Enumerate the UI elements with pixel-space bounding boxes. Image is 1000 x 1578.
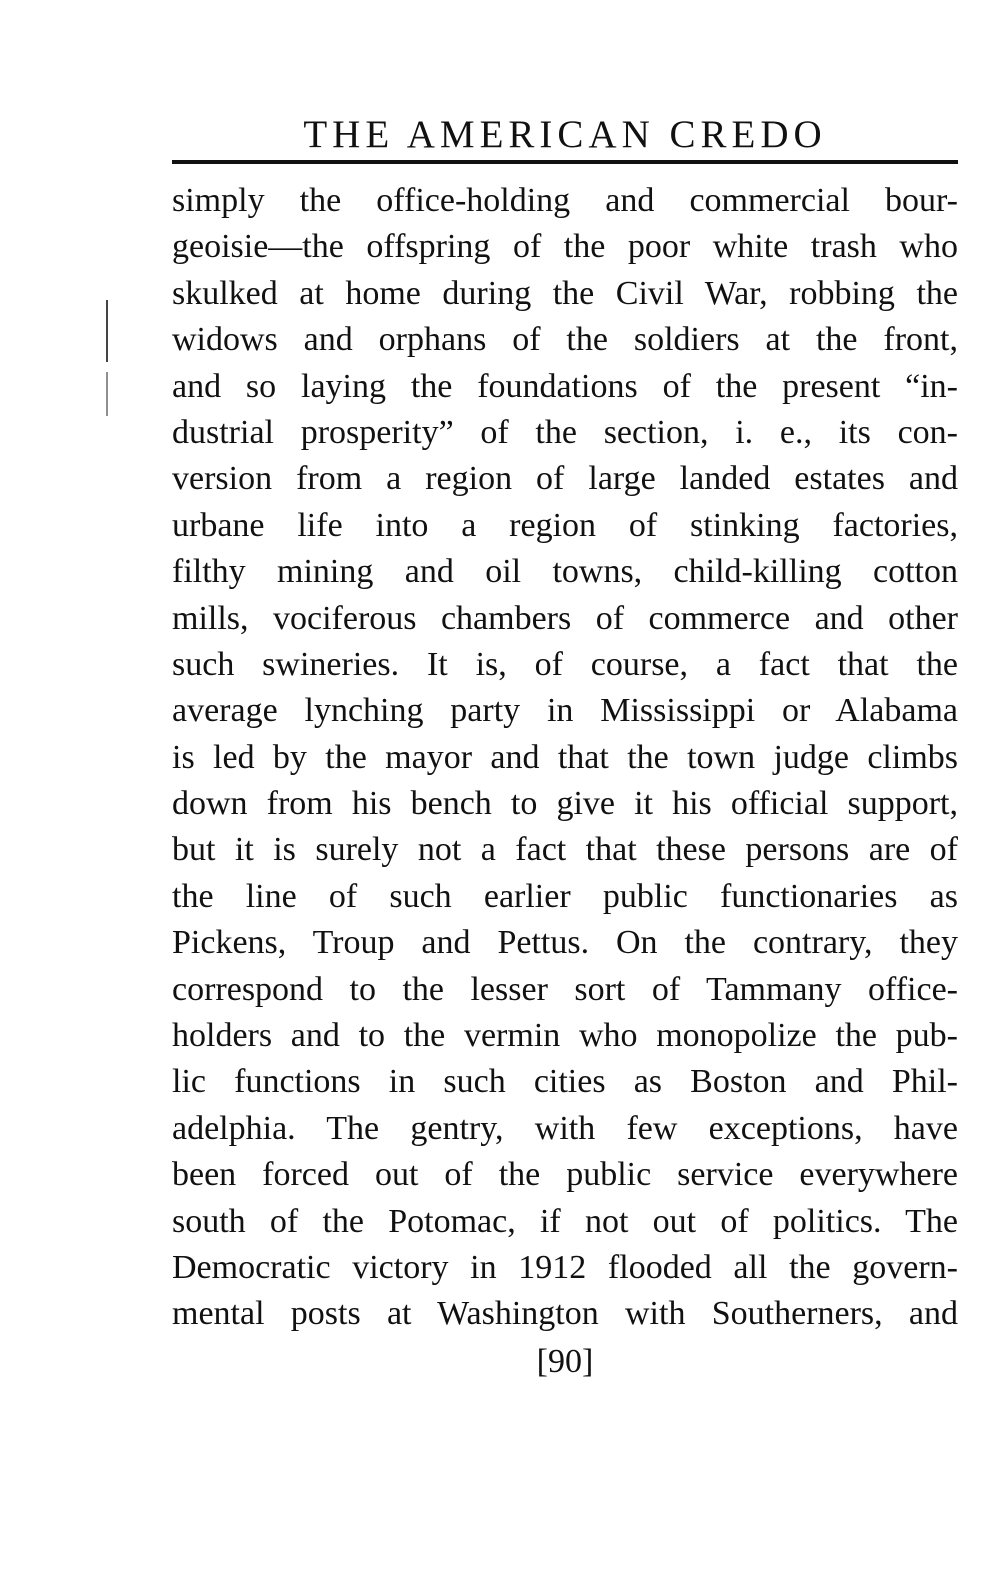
text-line: urbane life into a region of stinking factories,	[172, 506, 958, 544]
text-line: is led by the mayor and that the town judge climbs	[172, 738, 958, 776]
text-line: and so laying the foundations of the present “in-	[172, 367, 958, 405]
text-line: filthy mining and oil towns, child-killing cotton	[172, 553, 958, 591]
text-line: adelphia. The gentry, with few exceptions, have	[172, 1109, 958, 1147]
text-line: geoisie—the offspring of the poor white trash who	[172, 228, 958, 266]
text-line: simply the office-holding and commercial bour-	[172, 182, 958, 219]
text-line: such swineries. It is, of course, a fact that the	[172, 645, 958, 683]
text-line: widows and orphans of the soldiers at the front,	[172, 321, 958, 359]
page-number: [90]	[536, 1343, 594, 1380]
text-line: skulked at home during the Civil War, robbing the	[172, 274, 958, 312]
running-head: THE AMERICAN CREDO	[303, 113, 827, 156]
header-rule	[172, 160, 958, 164]
text-line: average lynching party in Mississippi or Alabama	[172, 692, 958, 730]
text-line: the line of such earlier public functionaries as	[172, 877, 958, 915]
text-line: dustrial prosperity” of the section, i. e., its con-	[172, 413, 958, 451]
text-line: but it is surely not a fact that these persons are of	[172, 831, 958, 869]
text-line: Pickens, Troup and Pettus. On the contrary, they	[172, 924, 958, 962]
text-line: holders and to the vermin who monopolize the pub-	[172, 1017, 958, 1055]
text-line: been forced out of the public service everywhere	[172, 1156, 958, 1194]
text-line: mental posts at Washington with Southerners, and	[172, 1295, 958, 1333]
text-line: Democratic victory in 1912 flooded all the govern-	[172, 1248, 958, 1286]
text-line: mills, vociferous chambers of commerce and other	[172, 599, 958, 637]
margin-scan-mark	[106, 372, 108, 416]
text-line: south of the Potomac, if not out of politics. The	[172, 1202, 958, 1240]
text-line: correspond to the lesser sort of Tammany office-	[172, 970, 958, 1008]
margin-scan-mark	[106, 300, 108, 362]
text-line: version from a region of large landed estates and	[172, 460, 958, 498]
text-line: down from his bench to give it his official support,	[172, 785, 958, 823]
body-text	[172, 178, 958, 1338]
text-line: lic functions in such cities as Boston and Phil-	[172, 1063, 958, 1101]
